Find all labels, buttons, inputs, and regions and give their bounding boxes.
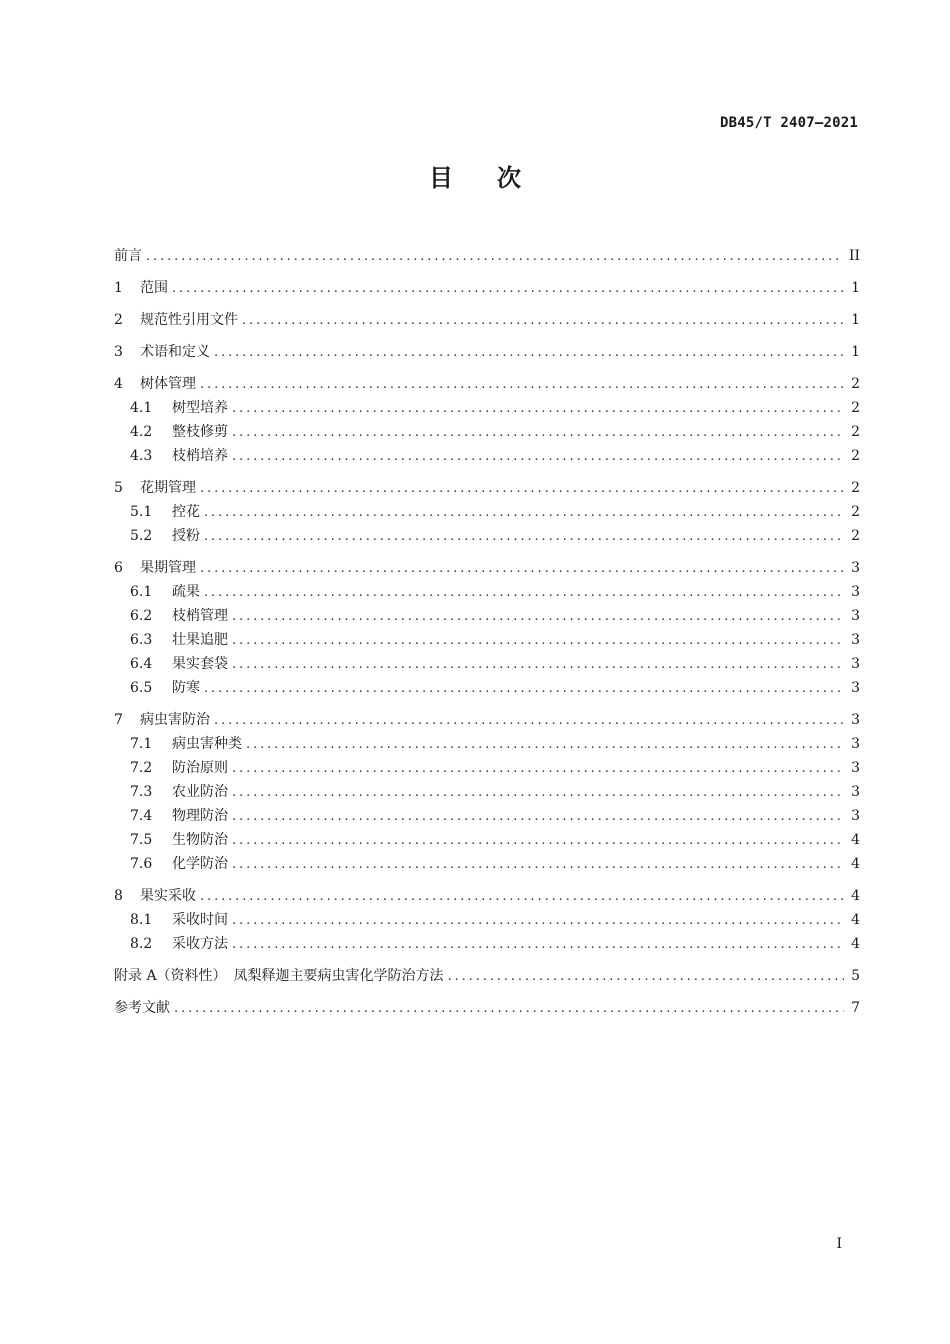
toc-entry-number: 7 xyxy=(114,712,123,728)
toc-entry[interactable] xyxy=(114,732,860,756)
toc-leader-dots xyxy=(214,709,844,733)
toc-entry-page: 1 xyxy=(851,344,860,360)
toc-entry[interactable] xyxy=(114,556,860,580)
toc-entry-number: 4.1 xyxy=(130,400,153,416)
toc-entry-page: 4 xyxy=(851,888,860,904)
toc-entry-page: 2 xyxy=(851,424,860,440)
toc-entry-number: 6.1 xyxy=(130,584,153,600)
document-code: DB45/T 2407—2021 xyxy=(719,115,858,131)
toc-entry[interactable] xyxy=(114,804,860,828)
toc-entry-page: II xyxy=(848,248,860,264)
toc-entry-label: 防寒 xyxy=(172,680,200,696)
toc-entry-label: 生物防治 xyxy=(172,832,228,848)
toc-entry[interactable] xyxy=(114,652,860,676)
toc-leader-dots xyxy=(232,445,844,469)
toc-leader-dots xyxy=(200,373,844,397)
toc-entry[interactable] xyxy=(114,580,860,604)
toc-entry-page: 2 xyxy=(851,504,860,520)
toc-entry-label: 物理防治 xyxy=(172,808,228,824)
toc-entry[interactable] xyxy=(114,628,860,652)
toc-entry-page: 2 xyxy=(851,480,860,496)
toc-entry-page: 3 xyxy=(851,608,860,624)
toc-entry[interactable] xyxy=(114,828,860,852)
toc-entry-page: 1 xyxy=(851,312,860,328)
toc-entry-label: 前言 xyxy=(114,248,142,264)
toc-entry-label: 附录 A（资料性） 凤梨释迦主要病虫害化学防治方法 xyxy=(114,968,444,984)
toc-entry[interactable] xyxy=(114,420,860,444)
toc-leader-dots xyxy=(232,421,844,445)
toc-entry-number: 6 xyxy=(114,560,123,576)
toc-entry[interactable] xyxy=(114,372,860,396)
toc-entry-page: 2 xyxy=(851,448,860,464)
toc-entry-label: 规范性引用文件 xyxy=(140,312,238,328)
toc-entry-number: 1 xyxy=(114,280,123,296)
toc-entry-page: 5 xyxy=(851,968,860,984)
toc-leader-dots xyxy=(232,605,844,629)
toc-leader-dots xyxy=(232,933,844,957)
toc-entry[interactable] xyxy=(114,932,860,956)
toc-entry-label: 果实采收 xyxy=(140,888,196,904)
toc-entry-label: 果期管理 xyxy=(140,560,196,576)
toc-entry-label: 防治原则 xyxy=(172,760,228,776)
toc-leader-dots xyxy=(232,757,844,781)
toc-entry-label: 疏果 xyxy=(172,584,200,600)
toc-entry[interactable] xyxy=(114,524,860,548)
toc-entry-number: 7.3 xyxy=(130,784,153,800)
toc-entry-label: 花期管理 xyxy=(140,480,196,496)
toc-entry[interactable] xyxy=(114,500,860,524)
toc-entry-page: 3 xyxy=(851,784,860,800)
toc-leader-dots xyxy=(200,557,844,581)
toc-entry-label: 控花 xyxy=(172,504,200,520)
toc-leader-dots xyxy=(200,477,844,501)
toc-leader-dots xyxy=(232,781,844,805)
toc-entry-page: 3 xyxy=(851,632,860,648)
page-title xyxy=(0,158,950,193)
toc-leader-dots xyxy=(232,397,844,421)
toc-entry-page: 3 xyxy=(851,656,860,672)
toc-entry[interactable] xyxy=(114,476,860,500)
toc-entry-number: 3 xyxy=(114,344,123,360)
toc-entry[interactable] xyxy=(114,852,860,876)
toc-entry-page: 3 xyxy=(851,736,860,752)
toc-entry-number: 6.4 xyxy=(130,656,153,672)
toc-leader-dots xyxy=(232,629,844,653)
toc-entry[interactable] xyxy=(114,244,860,268)
toc-entry-label: 枝梢管理 xyxy=(172,608,228,624)
toc-leader-dots xyxy=(242,309,844,333)
toc-leader-dots xyxy=(232,909,844,933)
toc-leader-dots xyxy=(204,677,844,701)
toc-leader-dots xyxy=(232,853,844,877)
toc-leader-dots xyxy=(232,805,844,829)
toc-entry-number: 6.2 xyxy=(130,608,153,624)
toc-leader-dots xyxy=(204,525,844,549)
toc-entry[interactable] xyxy=(114,276,860,300)
toc-entry-number: 7.1 xyxy=(130,736,153,752)
toc-entry[interactable] xyxy=(114,444,860,468)
toc-entry-page: 4 xyxy=(851,912,860,928)
toc-entry-page: 2 xyxy=(851,376,860,392)
toc-entry[interactable] xyxy=(114,884,860,908)
toc-entry[interactable] xyxy=(114,396,860,420)
toc-leader-dots xyxy=(200,885,844,909)
toc-entry-page: 3 xyxy=(851,584,860,600)
toc-entry-label: 术语和定义 xyxy=(140,344,210,360)
toc-entry-label: 壮果追肥 xyxy=(172,632,228,648)
table-of-contents xyxy=(114,244,860,1020)
toc-entry-page: 3 xyxy=(851,808,860,824)
toc-entry[interactable] xyxy=(114,308,860,332)
toc-entry-label: 农业防治 xyxy=(172,784,228,800)
toc-entry[interactable] xyxy=(114,340,860,364)
toc-entry[interactable] xyxy=(114,604,860,628)
toc-leader-dots xyxy=(246,733,844,757)
toc-entry-label: 枝梢培养 xyxy=(172,448,228,464)
toc-entry-page: 4 xyxy=(851,832,860,848)
toc-entry-label: 果实套袋 xyxy=(172,656,228,672)
toc-entry-number: 4 xyxy=(114,376,123,392)
toc-entry-label: 树型培养 xyxy=(172,400,228,416)
toc-entry-label: 采收时间 xyxy=(172,912,228,928)
title-char-2: 次 xyxy=(497,164,521,192)
toc-entry-number: 8 xyxy=(114,888,123,904)
toc-entry-page: 4 xyxy=(851,936,860,952)
toc-entry-page: 3 xyxy=(851,680,860,696)
toc-entry-page: 1 xyxy=(851,280,860,296)
toc-entry-page: 2 xyxy=(851,400,860,416)
toc-entry-number: 4.3 xyxy=(130,448,153,464)
toc-entry-number: 6.5 xyxy=(130,680,153,696)
toc-entry-label: 化学防治 xyxy=(172,856,228,872)
toc-entry-page: 3 xyxy=(851,760,860,776)
toc-leader-dots xyxy=(204,581,844,605)
toc-entry-page: 4 xyxy=(851,856,860,872)
toc-leader-dots xyxy=(214,341,844,365)
toc-entry[interactable] xyxy=(114,996,860,1020)
toc-leader-dots xyxy=(172,277,844,301)
toc-entry[interactable] xyxy=(114,780,860,804)
toc-entry-number: 8.1 xyxy=(130,912,153,928)
toc-entry-number: 5.2 xyxy=(130,528,153,544)
toc-leader-dots xyxy=(146,245,843,269)
toc-entry-label: 病虫害防治 xyxy=(140,712,210,728)
title-char-1: 目 xyxy=(429,164,453,192)
toc-leader-dots xyxy=(448,965,844,989)
toc-entry-number: 7.5 xyxy=(130,832,153,848)
toc-entry-label: 病虫害种类 xyxy=(172,736,242,752)
toc-entry[interactable] xyxy=(114,756,860,780)
toc-entry-label: 参考文献 xyxy=(114,1000,170,1016)
toc-entry-number: 5 xyxy=(114,480,123,496)
toc-entry-label: 授粉 xyxy=(172,528,200,544)
toc-leader-dots xyxy=(204,501,844,525)
toc-leader-dots xyxy=(174,997,844,1021)
toc-entry-number: 5.1 xyxy=(130,504,153,520)
toc-entry-number: 7.2 xyxy=(130,760,153,776)
toc-entry[interactable] xyxy=(114,708,860,732)
toc-entry-label: 树体管理 xyxy=(140,376,196,392)
toc-entry-page: 7 xyxy=(851,1000,860,1016)
toc-entry-number: 8.2 xyxy=(130,936,153,952)
toc-entry-label: 范围 xyxy=(140,280,168,296)
toc-entry[interactable] xyxy=(114,964,860,988)
toc-leader-dots xyxy=(232,829,844,853)
toc-entry-page: 3 xyxy=(851,712,860,728)
toc-entry-number: 4.2 xyxy=(130,424,153,440)
toc-entry[interactable] xyxy=(114,676,860,700)
toc-entry-page: 3 xyxy=(851,560,860,576)
toc-entry[interactable] xyxy=(114,908,860,932)
footer-page-number: I xyxy=(836,1236,842,1252)
toc-entry-number: 2 xyxy=(114,312,123,328)
toc-leader-dots xyxy=(232,653,844,677)
toc-entry-label: 整枝修剪 xyxy=(172,424,228,440)
toc-entry-label: 采收方法 xyxy=(172,936,228,952)
toc-entry-page: 2 xyxy=(851,528,860,544)
toc-entry-number: 7.4 xyxy=(130,808,153,824)
toc-entry-number: 7.6 xyxy=(130,856,153,872)
toc-entry-number: 6.3 xyxy=(130,632,153,648)
